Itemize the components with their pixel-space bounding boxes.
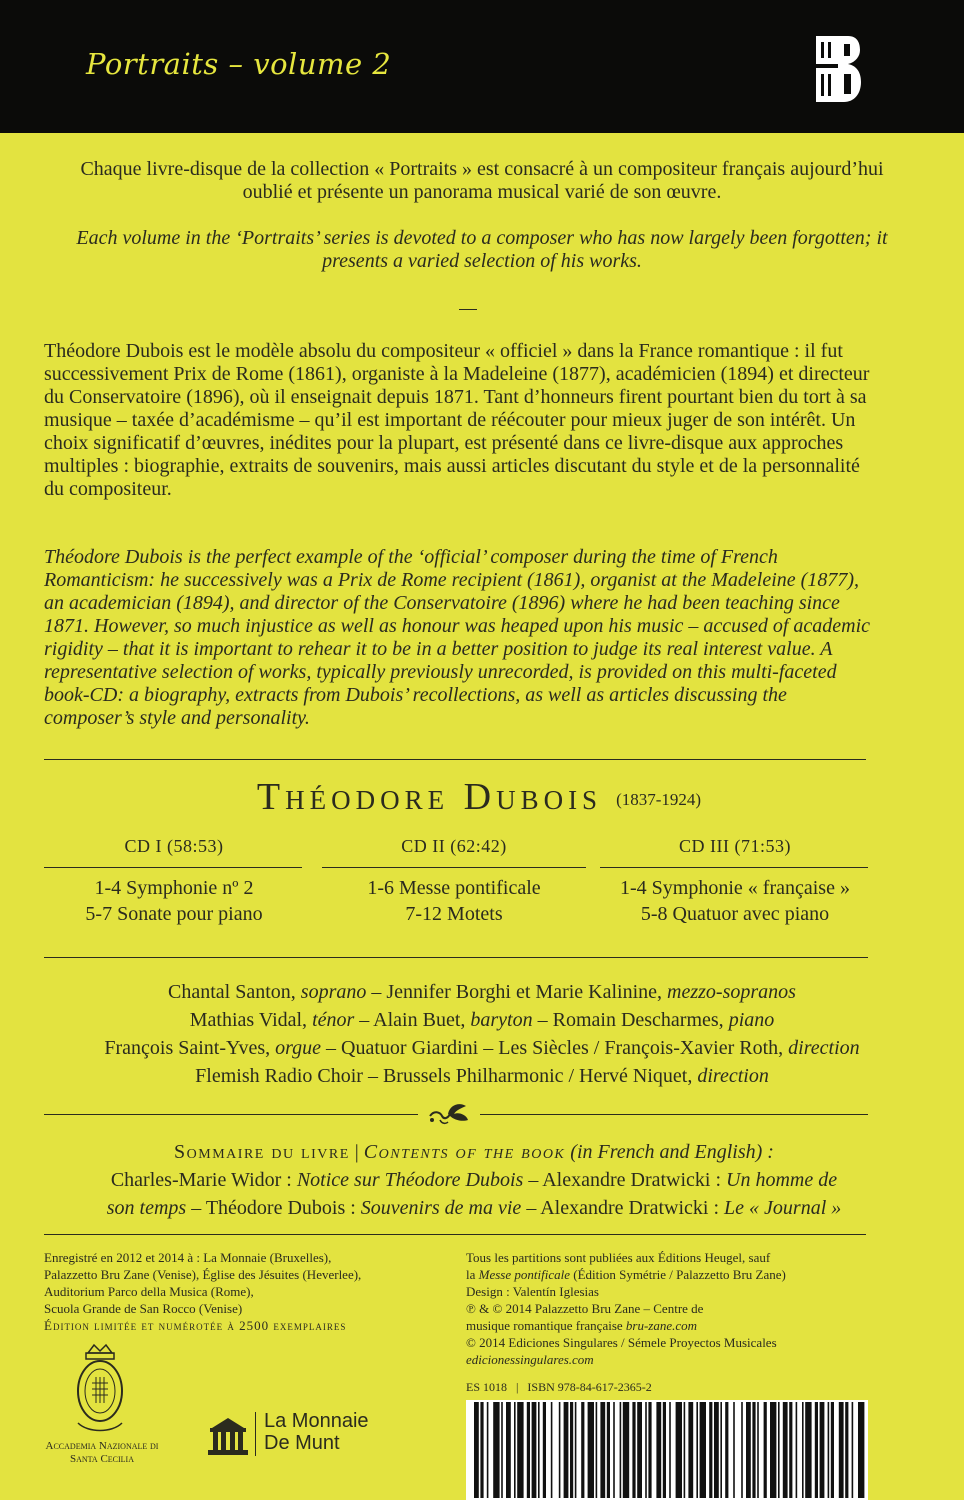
barcode-bar [637,1402,642,1498]
divider [322,867,586,868]
description-french: Théodore Dubois est le modèle absolu du compositeur « officiel » dans la France romantique : il fut successivement Prix de Rome (1861), organiste à la Madeleine (1877), académicien (1894) et directeur du Conservatoire (1896), où il enseignait depuis 1871. Tant d’honneurs firent pourtant bien du tort à sa musique – taxée d’académisme – qu’il est important de réécouter pour mieux juger de son intérêt. Un choix significatif d’œuvres, inédites pour la plupart, est présenté dans ce livre-disque aux approches multiples : biographie, extraits de souvenirs, mais aussi articles discutant du style et de la personnalité du compositeur. [44,340,870,500]
floral-ornament-icon [426,1100,472,1128]
performers-line: Chantal Santon, soprano – Jennifer Borghi et Marie Kalinine, mezzo-sopranos [168,981,796,1003]
barcode-bar [527,1402,530,1498]
barcode-bar [752,1402,755,1498]
barcode-bar [620,1402,622,1498]
cd-3 [600,836,870,927]
barcode-bar [796,1402,798,1498]
cd-label: CD II (62:42) [401,836,507,856]
credits-info [466,1249,886,1368]
barcode-bar [600,1402,605,1498]
barcode-bar [741,1402,743,1498]
barcode-bar [514,1402,516,1498]
barcode-bar [588,1402,594,1498]
cd-2 [322,836,586,927]
barcode-bar [764,1402,767,1498]
contents-line: Charles-Marie Widor : Notice sur Théodore Dubois – Alexandre Dratwicki : Un homme de [110,1169,838,1191]
edition-note: Édition limitée et numérotée à 2500 exemplaires [44,1318,347,1333]
barcode-bar [714,1402,719,1498]
cd-work: 1-6 Messe pontificale [367,877,541,899]
barcode-bar [575,1402,577,1498]
catalog-numbers: ES 1018 | ISBN 978-84-617-2365-2 [466,1380,652,1394]
cd-work: 7-12 Motets [405,903,503,925]
barcode-bar [684,1402,686,1498]
recording-line: Enregistré en 2012 et 2014 à : La Monnaie (Bruxelles), [44,1250,332,1265]
divider [255,1412,256,1456]
divider [459,309,477,310]
barcode-bar [474,1402,479,1498]
cd-1 [44,836,304,927]
contents-heading: Sommaire du livre | Contents of the book (in French and English) : [174,1141,774,1163]
cd-label: CD I (58:53) [124,836,224,856]
barcode-bar [858,1402,864,1498]
performers [30,978,934,1090]
credits-line: edicionessingulares.com [466,1352,594,1367]
recording-line: Auditorium Parco della Musica (Rome), [44,1284,254,1299]
header-band [0,0,964,133]
performers-line: Flemish Radio Choir – Brussels Philharmonic / Hervé Niquet, direction [195,1065,769,1087]
credits-line: © 2014 Ediciones Singulares / Sémele Proyectos Musicales [466,1335,777,1350]
description-english: Théodore Dubois is the perfect example of the ‘official’ composer during the time of French Romanticism: he successively was a Prix de Rome recipient (1861), organist at the Madeleine (1877), an academician (1894), and director of the Conservatoire (1896) where he had been teaching since 1871. However, so much injustice as well as honour was heaped upon his music – accused of academic rigidity – that it is important to rehear it to be in a better position to judge its real interest value. A representative selection of works, typically previously unrecorded, is provided on this multi-faceted book-CD: a biography, extracts from Dubois’ recollections, as well as articles discussing the composer’s style and personality. [44,546,871,729]
barcode-bar [770,1402,776,1498]
cd-work: 5-7 Sonate pour piano [85,903,263,925]
credits-line: ℗ & © 2014 Palazzetto Bru Zane – Centre de [466,1301,704,1316]
barcode-bar [501,1402,503,1498]
cd-work: 1-4 Symphonie nº 2 [94,877,254,899]
recording-line: Palazzetto Bru Zane (Venise), Église des Jésuites (Heverlee), [44,1267,362,1282]
barcode-bar [688,1402,693,1498]
recording-info [44,1249,454,1334]
barcode-bar [805,1402,811,1498]
barcode-bar [493,1402,499,1498]
barcode-bar [623,1402,629,1498]
divider [480,1114,868,1115]
la-monnaie-building-icon [208,1414,248,1456]
barcode-bar [828,1402,830,1498]
academy-name: Accademia Nazionale di Santa Cecilia [45,1440,159,1465]
divider [600,867,868,868]
barcode-bar [532,1402,537,1498]
catalog-number: ES 1018 [466,1380,508,1394]
barcode [466,1400,868,1500]
barcode-bar [746,1402,751,1498]
barcode-bar [852,1402,854,1498]
barcode-bar [820,1402,825,1498]
monnaie-name: La Monnaie [264,1410,369,1432]
barcode-bar [733,1402,735,1498]
recording-line: Scuola Grande de San Rocco (Venise) [44,1301,243,1316]
credits-line: Tous les partitions sont publiées aux Éditions Heugel, sauf [466,1250,771,1265]
barcode-bar [551,1402,553,1498]
intro-french: Chaque livre-disque de la collection « Portraits » est consacré à un compositeur français aujourd’hui oublié et présente un panorama musical varié de son œuvre. [80,158,884,203]
divider [44,957,868,958]
barcode-bar [656,1402,661,1498]
barcode-bar [696,1402,698,1498]
barcode-bar [559,1402,561,1498]
barcode-bar [802,1402,804,1498]
barcode-bar [487,1402,489,1498]
barcode-bar [543,1402,546,1498]
cd-work: 1-4 Symphonie « française » [620,877,850,899]
performers-line: François Saint-Yves, orgue – Quatuor Giardini – Les Siècles / François-Xavier Roth, direction [104,1037,860,1059]
performers-line: Mathias Vidal, ténor – Alain Buet, baryton – Romain Descharmes, piano [189,1009,775,1031]
cd-label: CD III (71:53) [679,836,791,856]
barcode-bar [720,1402,722,1498]
barcode-bar [700,1402,706,1498]
barcode-bar [538,1402,540,1498]
la-monnaie-logo [264,1410,369,1454]
barcode-bar [517,1402,523,1498]
isbn: ISBN 978-84-617-2365-2 [527,1380,652,1394]
book-contents [44,1138,904,1222]
divider [44,1234,866,1235]
barcode-bar [663,1402,666,1498]
barcode-bar [645,1402,647,1498]
barcode-bar [669,1402,671,1498]
credits-line: la Messe pontificale (Édition Symétrie / Palazzetto Bru Zane) [466,1267,786,1282]
composer-heading [44,775,914,819]
contents-line: son temps – Théodore Dubois : Souvenirs de ma vie – Alexandre Dratwicki : Le « Journal » [106,1197,842,1219]
barcode-bar [506,1402,511,1498]
academy-seal-icon [70,1343,130,1435]
series-title: Portraits – volume 2 [86,47,392,81]
barcode-bar [845,1402,848,1498]
barcode-bar [570,1402,573,1498]
composer-name: Théodore Dubois [256,776,603,818]
barcode-bar [783,1402,788,1498]
barcode-bar [648,1402,651,1498]
divider [44,867,302,868]
barcode-bar [778,1402,780,1498]
barcode-bar [564,1402,569,1498]
barcode-bar [596,1402,598,1498]
barcode-bar [815,1402,818,1498]
barcode-bar [831,1402,834,1498]
barcode-bar [613,1402,615,1498]
divider [44,759,866,760]
barcode-bar [581,1402,584,1498]
credits-line: Design : Valentín Iglesias [466,1284,599,1299]
barcode-bar [632,1402,635,1498]
barcode-bar [839,1402,844,1498]
barcode-bar [480,1402,483,1498]
intro-english: Each volume in the ‘Portraits’ series is devoted to a composer who has now largely been forgotten; it presents a varied selection of his works. [76,227,888,272]
barcode-bar [757,1402,759,1498]
barcode-bar [607,1402,610,1498]
composer-dates: (1837-1924) [616,790,702,809]
cd-work: 5-8 Quatuor avec piano [640,903,830,925]
divider [44,1114,418,1115]
monnaie-name: De Munt [264,1432,340,1454]
barcode-bar [676,1402,682,1498]
credits-line: musique romantique française bru-zane.com [466,1318,698,1333]
barcode-bar [709,1402,712,1498]
barcode-bar [789,1402,792,1498]
barcode-bar [725,1402,728,1498]
bru-zane-logo-icon [814,34,862,104]
